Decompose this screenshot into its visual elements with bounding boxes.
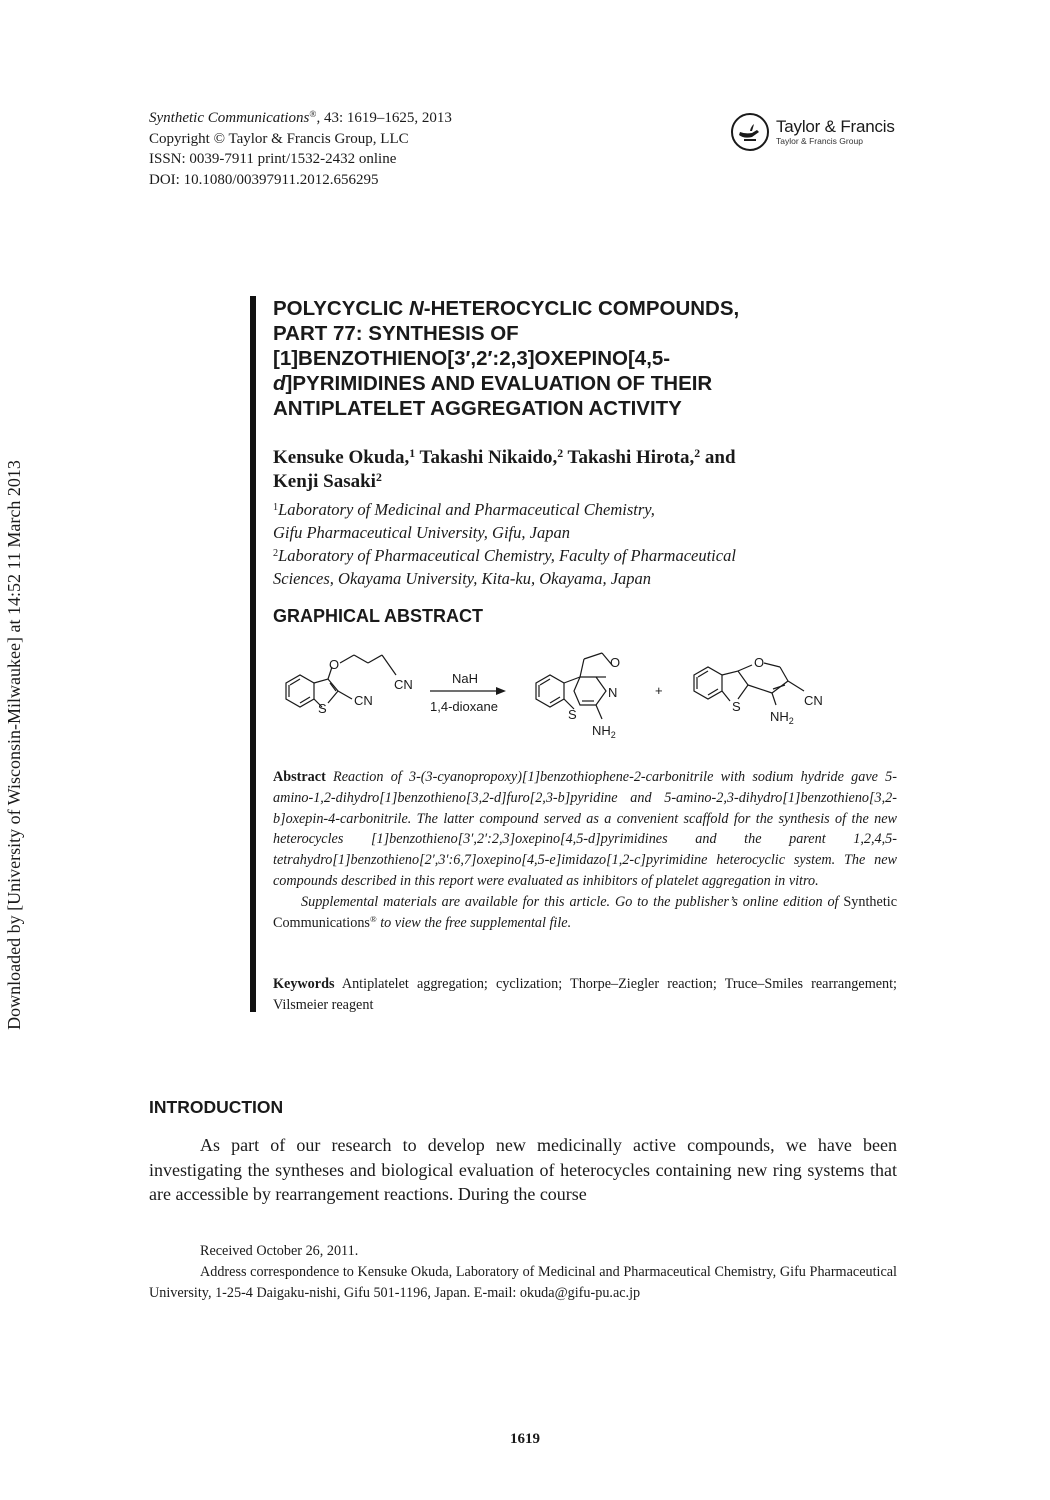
affiliation-line: Gifu Pharmaceutical University, Gifu, Japan	[273, 523, 570, 542]
journal-citation: Synthetic Communications®, 43: 1619–1625, 2013	[149, 110, 452, 126]
nitrile-label: CN	[804, 693, 823, 708]
graphical-abstract-heading: GRAPHICAL ABSTRACT	[273, 606, 483, 626]
sulfur-label: S	[568, 707, 577, 722]
sulfur-label: S	[732, 699, 741, 714]
keywords-label: Keywords	[273, 976, 335, 992]
keywords-text: Antiplatelet aggregation; cyclization; Thorpe–Ziegler reaction; Truce–Smiles rearrangement; Vilsmeier reagent	[273, 976, 897, 1013]
author: Takashi Nikaido,	[419, 447, 558, 468]
download-watermark: Downloaded by [University of Wisconsin-Milwaukee] at 14:52 11 March 2013	[4, 460, 24, 1030]
sulfur-label: S	[318, 701, 327, 716]
publisher-group: Taylor & Francis Group	[776, 136, 863, 146]
author: Kenji Sasaki	[273, 471, 376, 492]
reaction-scheme	[268, 645, 848, 745]
lamp-icon	[730, 112, 770, 152]
doi-line: DOI: 10.1080/00397911.2012.656295	[149, 171, 379, 188]
abstract: Abstract Reaction of 3-(3-cyanopropoxy)[1]benzothiophene-2-carbonitrile with sodium hydride gave 5-amino-1,2-dihydro[1]benzothieno[3,2-d]furo[2,3-b]pyridine and 5-amino-2,3-dihydro[1]benzothieno[3,2-b]oxepin-4-carbonitrile. The latter compound served as a convenient scaffold for the synthesis of the new heterocycles [1]benzothieno[3′,2′:2,3]oxepino[4,5-d]pyrimidines and the parent 1,2,4,5-tetrahydro[1]benzothieno[2′,3′:6,7]oxepino[4,5-e]imidazo[1,2-c]pyrimidine heterocyclic system. The new compounds described in this report were evaluated as inhibitors of platelet aggregation in vitro. Supplemental materials are available for this article. Go to the publisher’s online edition of Synthetic Communications® to view the free supplemental file.	[273, 769, 897, 931]
keywords	[273, 974, 897, 1016]
solvent-label: 1,4-dioxane	[430, 699, 498, 714]
publisher-logo	[730, 112, 895, 152]
correspondence-address: Address correspondence to Kensuke Okuda, Laboratory of Medicinal and Pharmaceutical Chemistry, Gifu Pharmaceutical University, 1-25-4 Daigaku-nishi, Gifu 501-1196, Japan. E-mail: okuda@gifu-pu.ac.jp	[149, 1263, 897, 1301]
page-number: 1619	[510, 1431, 540, 1447]
nitrile-label: CN	[354, 693, 373, 708]
title-line: [1]BENZOTHIENO[3′,2′:2,3]OXEPINO[4,5-	[273, 347, 671, 370]
reagent-label: NaH	[452, 671, 479, 686]
amine-label: $NH_2$	[770, 709, 794, 726]
title-line: POLYCYCLIC N-HETEROCYCLIC COMPOUNDS,	[273, 297, 740, 320]
footnotes	[149, 1241, 897, 1303]
affiliation-line: Laboratory of Pharmaceutical Chemistry, Faculty of Pharmaceutical	[278, 546, 736, 565]
author: Kensuke Okuda,	[273, 447, 410, 468]
title-line: PART 77: SYNTHESIS OF	[273, 322, 519, 345]
article-title	[273, 296, 739, 421]
amine-label: $NH_2$	[592, 723, 616, 740]
title-line: d]PYRIMIDINES AND EVALUATION OF THEIR	[273, 372, 713, 395]
author: Takashi Hirota,	[567, 447, 695, 468]
introduction-paragraph: As part of our research to develop new medicinally active compounds, we have been investigating the syntheses and biological evaluation of heterocycles containing new ring systems that are accessible by rearrangement reactions. During the course	[149, 1135, 897, 1204]
oxygen-label: O	[754, 655, 765, 670]
nitrile-label: CN	[394, 677, 413, 692]
oxygen-label: O	[610, 655, 621, 670]
author-list: Kensuke Okuda,$^1$ Takashi Nikaido,$^2$ Takashi Hirota,$^2$ and Kenji Sasaki$^2$	[273, 447, 736, 492]
nitrogen-label: N	[608, 685, 618, 700]
abstract-label: Abstract	[273, 769, 326, 785]
oxygen-label: O	[329, 657, 340, 672]
affiliation-line: Laboratory of Medicinal and Pharmaceutical Chemistry,	[278, 500, 655, 519]
affiliations: $^1$Laboratory of Medicinal and Pharmaceutical Chemistry, Gifu Pharmaceutical University, Gifu, Japan $^2$Laboratory of Pharmaceutical Chemistry, Faculty of Pharmaceutical Sciences, Okayama University, Kita-ku, Okayama, Japan	[273, 500, 736, 588]
copyright-line: Copyright © Taylor & Francis Group, LLC	[149, 130, 409, 147]
received-date: Received October 26, 2011.	[200, 1243, 359, 1259]
journal-metadata	[149, 108, 452, 190]
publisher-name: Taylor & Francis	[776, 117, 895, 136]
title-line: ANTIPLATELET AGGREGATION ACTIVITY	[273, 397, 682, 420]
issn-line: ISSN: 0039-7911 print/1532-2432 online	[149, 151, 397, 167]
section-heading: INTRODUCTION	[149, 1097, 284, 1117]
abstract-rule	[250, 296, 256, 1012]
plus-sign: +	[655, 683, 663, 698]
affiliation-line: Sciences, Okayama University, Kita-ku, Okayama, Japan	[273, 569, 652, 588]
abstract-text: Reaction of 3-(3-cyanopropoxy)[1]benzothiophene-2-carbonitrile with sodium hydride gave 5-amino-1,2-dihydro[1]benzothieno[3,2-d]furo[2,3-b]pyridine and 5-amino-2,3-dihydro[1]benzothieno[3,2-b]oxepin-4-carbonitrile. The latter compound served as a convenient scaffold for the synthesis of the new heterocycles [1]benzothieno[3′,2′:2,3]oxepino[4,5-d]pyrimidines and the parent 1,2,4,5-tetrahydro[1]benzothieno[2′,3′:6,7]oxepino[4,5-e]imidazo[1,2-c]pyrimidine heterocyclic system. The new compounds described in this report were evaluated as inhibitors of platelet aggregation in vitro.	[273, 769, 897, 889]
